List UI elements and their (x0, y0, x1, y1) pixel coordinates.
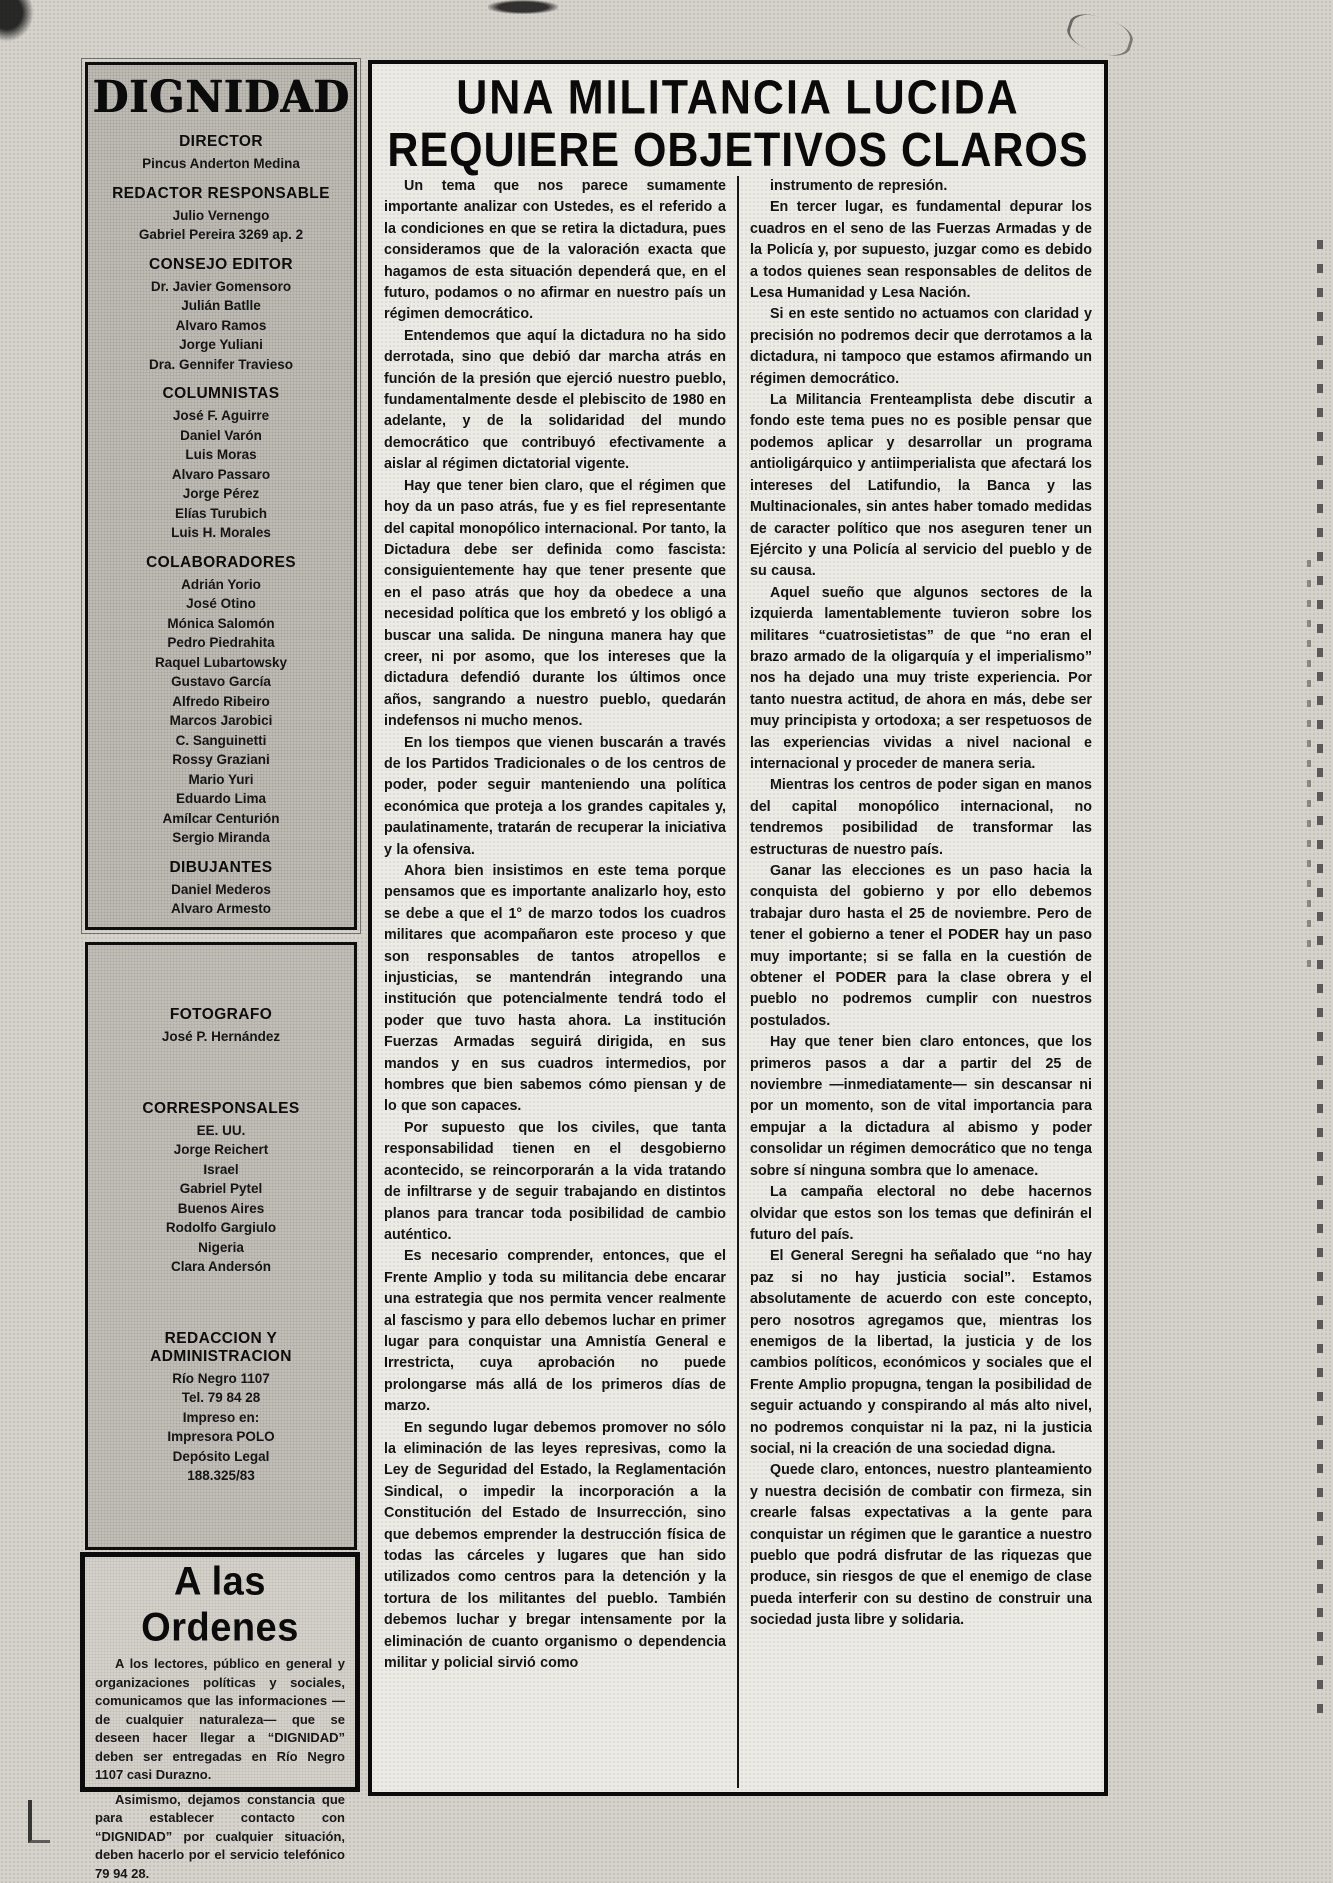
person-name: Luis H. Morales (88, 523, 354, 543)
article-columns (384, 176, 1092, 1788)
name-list (88, 1121, 354, 1277)
address-line: Tel. 79 84 28 (88, 1388, 354, 1408)
orders-paragraphs (95, 1655, 345, 1883)
scan-edge-noise (1317, 240, 1323, 1720)
address-line: Depósito Legal (88, 1447, 354, 1467)
scan-edge-noise (1307, 560, 1311, 980)
article-paragraph: Ahora bien insistimos en este tema porque pensamos que es importante analizarlo hoy, esto se debe a que el 1° de marzo todos los cuadros militares que acompañaron este proceso y que son responsables de tantos atropellos e injusticias, se mantendrán integrando una institución que potencialmente tendrá todo el poder que tuvo hasta ahora. La institución Fuerzas Armadas seguirá dirigida, en sus mandos y en sus cuadros intermedios, por hombres que bien sabemos cómo piensan y de lo que son capaces. (384, 861, 726, 1118)
person-name: Alvaro Ramos (88, 316, 354, 336)
article-paragraph: Quede claro, entonces, nuestro planteamiento y nuestra decisión de combatir con firmeza, sin crearle falsas expectativas a la gente para conquistar un régimen que le garantice a nuestro pueblo que podrá disfrutar de las riquezas que produce, sin riesgos de que el enemigo de clase pueda interferir con su destino de construir una sociedad justa libre y solidaria. (750, 1460, 1092, 1631)
person-name: José F. Aguirre (88, 406, 354, 426)
info-section-corresponsales (88, 1100, 354, 1277)
section-heading: DIRECTOR (88, 133, 354, 151)
section-heading: DIBUJANTES (88, 859, 354, 877)
headline-line-1: UNA MILITANCIA LUCIDA (384, 72, 1092, 124)
article-paragraph: Hay que tener bien claro entonces, que los primeros pasos a dar a partir del 25 de noviembre —inmediatamente— sin descansar ni por un momento, son de vital importancia para empujar a la dictadura al abismo y poder consolidar un régimen democrático que no tenga sobre sí ninguna sombra que lo amenace. (750, 1032, 1092, 1182)
publication-title: DIGNIDAD (88, 73, 354, 122)
article-paragraph: Ganar las elecciones es un paso hacia la conquista del gobierno y por ello debemos trabajar duro hasta el 25 de noviembre. Pero de tener el gobierno a tener el PODER hay un paso muy importante; si se falla en la cuestión de obtener el PODER para la clase obrera y el pueblo no podremos cumplir con nuestros postulados. (750, 861, 1092, 1032)
person-name: C. Sanguinetti (88, 731, 354, 751)
address-list (88, 1369, 354, 1486)
address-line: Río Negro 1107 (88, 1369, 354, 1389)
person-name: Jorge Reichert (88, 1140, 354, 1160)
article-paragraph: Por supuesto que los civiles, que tanta responsabilidad tienen en el desgobierno acontecido, se reincorporarán a la vida tratando de infiltrarse y de seguir trabajando en distintos planos para trancar toda posibilidad de cambio auténtico. (384, 1118, 726, 1246)
person-name: Eduardo Lima (88, 789, 354, 809)
person-name: Nigeria (88, 1238, 354, 1258)
article-paragraph: Entendemos que aquí la dictadura no ha sido derrotada, sino que debió dar marcha atrás en función de la presión que ejerció nuestro pueblo, fundamentalmente desde el plebiscito de 1980 en adelante, y de la solidaridad del mundo democrático que contribuyó efectivamente a aislar al régimen dictatorial vigente. (384, 326, 726, 476)
scan-smudge-artifact (0, 0, 34, 42)
person-name: Luis Moras (88, 445, 354, 465)
article-paragraph: Si en este sentido no actuamos con claridad y precisión no podremos decir que derrotamos a la dictadura, ni tampoco que estamos afirmando un régimen democrático. (750, 304, 1092, 390)
address-line: Impreso en: (88, 1408, 354, 1428)
person-name: Alfredo Ribeiro (88, 692, 354, 712)
person-name: Daniel Varón (88, 426, 354, 446)
article-paragraph: instrumento de represión. (750, 176, 1092, 197)
person-name: Adrián Yorio (88, 575, 354, 595)
name-list (88, 575, 354, 848)
person-name: Daniel Mederos (88, 880, 354, 900)
person-name: Pedro Piedrahita (88, 633, 354, 653)
name-list (88, 277, 354, 375)
person-name: Julián Batlle (88, 296, 354, 316)
column-divider (737, 176, 739, 1788)
article-column-2 (750, 176, 1092, 1788)
masthead-section-consejo-editor (88, 256, 354, 375)
section-heading: CONSEJO EDITOR (88, 256, 354, 274)
info-section-fotografo (88, 1006, 354, 1047)
article-paragraph: En los tiempos que vienen buscarán a través de los Partidos Tradicionales o de los centros de poder, poder seguir manteniendo una política económica que proteja a los grandes capitales y, paulatinamente, tratarán de recuperar la iniciativa y la ofensiva. (384, 733, 726, 861)
name-list (88, 206, 354, 245)
person-name: Mónica Salomón (88, 614, 354, 634)
orders-box-title: A las Ordenes (95, 1559, 345, 1651)
name-list (88, 406, 354, 543)
section-heading: COLUMNISTAS (88, 385, 354, 403)
article-paragraph: Hay que tener bien claro, que el régimen que hoy da un paso atrás, fue y es fiel representante del capital monopólico internacional. Por tanto, la Dictadura debe ser definida como fascista: consiguientemente hay que tener presente que en el paso atrás que hoy da obedece a una necesidad política que los embretó y los obligó a buscar una salida. De ninguna manera hay que creer, ni por asomo, que los intereses que la dictadura defendió durante los últimos once años, sangrando a nuestro pueblo, quedarán indefensos ni mucho menos. (384, 476, 726, 733)
person-name: Israel (88, 1160, 354, 1180)
person-name: Buenos Aires (88, 1199, 354, 1219)
info-section-redaccion (88, 1330, 354, 1486)
orders-paragraph: Asimismo, dejamos constancia que para establecer contacto con “DIGNIDAD” por cualquier situación, deben hacerlo por el servicio telefónico 79 94 28. (95, 1791, 345, 1883)
person-name: Pincus Anderton Medina (88, 154, 354, 174)
person-name: Dra. Gennifer Travieso (88, 355, 354, 375)
person-name: Elías Turubich (88, 504, 354, 524)
person-name: Alvaro Passaro (88, 465, 354, 485)
person-name: Clara Andersón (88, 1257, 354, 1277)
person-name: Amílcar Centurión (88, 809, 354, 829)
address-line: Impresora POLO (88, 1427, 354, 1447)
person-name: Gustavo García (88, 672, 354, 692)
person-name: Dr. Javier Gomensoro (88, 277, 354, 297)
scan-smudge-artifact (488, 0, 558, 14)
masthead-section-dibujantes (88, 859, 354, 919)
person-name: Jorge Yuliani (88, 335, 354, 355)
article-paragraph: El General Seregni ha señalado que “no hay paz si no hay justicia social”. Estamos absolutamente de acuerdo con este concepto, pero nosotros agregamos que, mientras los enemigos de la libertad, la justicia y de los cambios políticos, económicos y sociales que el Frente Amplio propugna, tengan la posibilidad de seguir actuando y conspirando al más alto nivel, no podremos conquistar ni la paz, ni la justicia social, ni la creación de una sociedad digna. (750, 1246, 1092, 1460)
masthead-section-colaboradores (88, 554, 354, 848)
section-heading: REDACCION Y ADMINISTRACION (121, 1330, 321, 1366)
article-paragraph: Mientras los centros de poder sigan en manos del capital monopólico internacional, no tendremos posibilidad de transformar las estructuras de nuestro país. (750, 775, 1092, 861)
person-name: Julio Vernengo (88, 206, 354, 226)
staff-info-box (85, 942, 357, 1550)
article-paragraph: Aquel sueño que algunos sectores de la izquierda lamentablemente tuvieron sobre los militares “cuatrosietistas” de que “no eran el brazo armado de la oligarquía y el imperialismo” nos ha dejado una muy triste experiencia. Por tanto nuestra actitud, de ahora en más, debe ser muy principista y ortodoxa; a ser respetuosos de las experiencias vividas a nivel nacional e internacional y proceder de manera seria. (750, 583, 1092, 776)
person-name: Gabriel Pytel (88, 1179, 354, 1199)
person-name: Rossy Graziani (88, 750, 354, 770)
article-headline (384, 72, 1092, 177)
scan-corner-mark (28, 1800, 50, 1843)
section-heading: FOTOGRAFO (88, 1006, 354, 1024)
article-paragraph: La campaña electoral no debe hacernos olvidar que estos son los temas que definirán el futuro del país. (750, 1182, 1092, 1246)
article-paragraph: En tercer lugar, es fundamental depurar los cuadros en el seno de las Fuerzas Armadas y de la Policía y, por supuesto, juzgar como es debido a todos quienes sean responsables de delitos de Lesa Humanidad y Lesa Nación. (750, 197, 1092, 304)
person-name: Jorge Pérez (88, 484, 354, 504)
name-list (88, 1027, 354, 1047)
article-box (368, 60, 1108, 1796)
section-heading: CORRESPONSALES (88, 1100, 354, 1118)
headline-line-2: REQUIERE OBJETIVOS CLAROS (384, 124, 1092, 178)
name-list (88, 154, 354, 174)
section-heading: COLABORADORES (88, 554, 354, 572)
person-name: Alvaro Armesto (88, 899, 354, 919)
article-paragraph: Un tema que nos parece sumamente importante analizar con Ustedes, es el referido a la condiciones en que se retira la dictadura, pues consideramos que de la valoración exacta que hagamos de esta situación dependerá que, en el futuro, podamos o no afirmar en nuestro país un régimen democrático. (384, 176, 726, 326)
article-column-1 (384, 176, 726, 1788)
person-name: Mario Yuri (88, 770, 354, 790)
name-list (88, 880, 354, 919)
person-name: Sergio Miranda (88, 828, 354, 848)
person-name: EE. UU. (88, 1121, 354, 1141)
address-line: 188.325/83 (88, 1466, 354, 1486)
article-paragraph: Es necesario comprender, entonces, que el Frente Amplio y toda su militancia debe encarar una estrategia que nos permita vencer realmente al fascismo y para ello debemos luchar en primer lugar para conquistar una Amnistía General e Irrestricta, cuya aprobación no puede prolongarse más allá de los primeros días de marzo. (384, 1246, 726, 1417)
person-name: Raquel Lubartowsky (88, 653, 354, 673)
masthead-section-redactor (88, 185, 354, 245)
masthead-section-columnistas (88, 385, 354, 543)
masthead-section-director (88, 133, 354, 174)
person-name: Rodolfo Gargiulo (88, 1218, 354, 1238)
masthead-box (85, 62, 357, 930)
person-name: Gabriel Pereira 3269 ap. 2 (88, 225, 354, 245)
orders-paragraph: A los lectores, público en general y organizaciones políticas y sociales, comunicamos que las informaciones —de cualquier naturaleza— que se deseen hacer llegar a “DIGNIDAD” deben ser entregadas en Río Negro 1107 casi Durazno. (95, 1655, 345, 1785)
handwriting-scribble-artifact (1063, 9, 1136, 62)
article-paragraph: En segundo lugar debemos promover no sólo la eliminación de las leyes represivas, como la Ley de Seguridad del Estado, la Reglamentación Sindical, o impedir la incorporación a la Constitución del Estado de Insurrección, sino que debemos emprender la destrucción física de todas las cárceles y lugares que han sido utilizados como centros para la detención y la tortura de los militantes del pueblo. También debemos luchar y bregar intensamente por la eliminación de cuanto organismo o dependencia militar y policial sirvió como (384, 1418, 726, 1675)
section-heading: REDACTOR RESPONSABLE (88, 185, 354, 203)
person-name: Marcos Jarobici (88, 711, 354, 731)
person-name: José Otino (88, 594, 354, 614)
person-name: José P. Hernández (88, 1027, 354, 1047)
article-paragraph: La Militancia Frenteamplista debe discutir a fondo este tema pues no es posible pensar que podemos aplicar y desarrollar un programa antioligárquico y antiimperialista que afectará los intereses del Latifundio, la Banca y las Multinacionales, sin antes haber tomado medidas de caracter político que nos aseguren tener un Ejército y una Policía al servicio del pueblo y de su causa. (750, 390, 1092, 583)
orders-notice-box (80, 1552, 360, 1792)
